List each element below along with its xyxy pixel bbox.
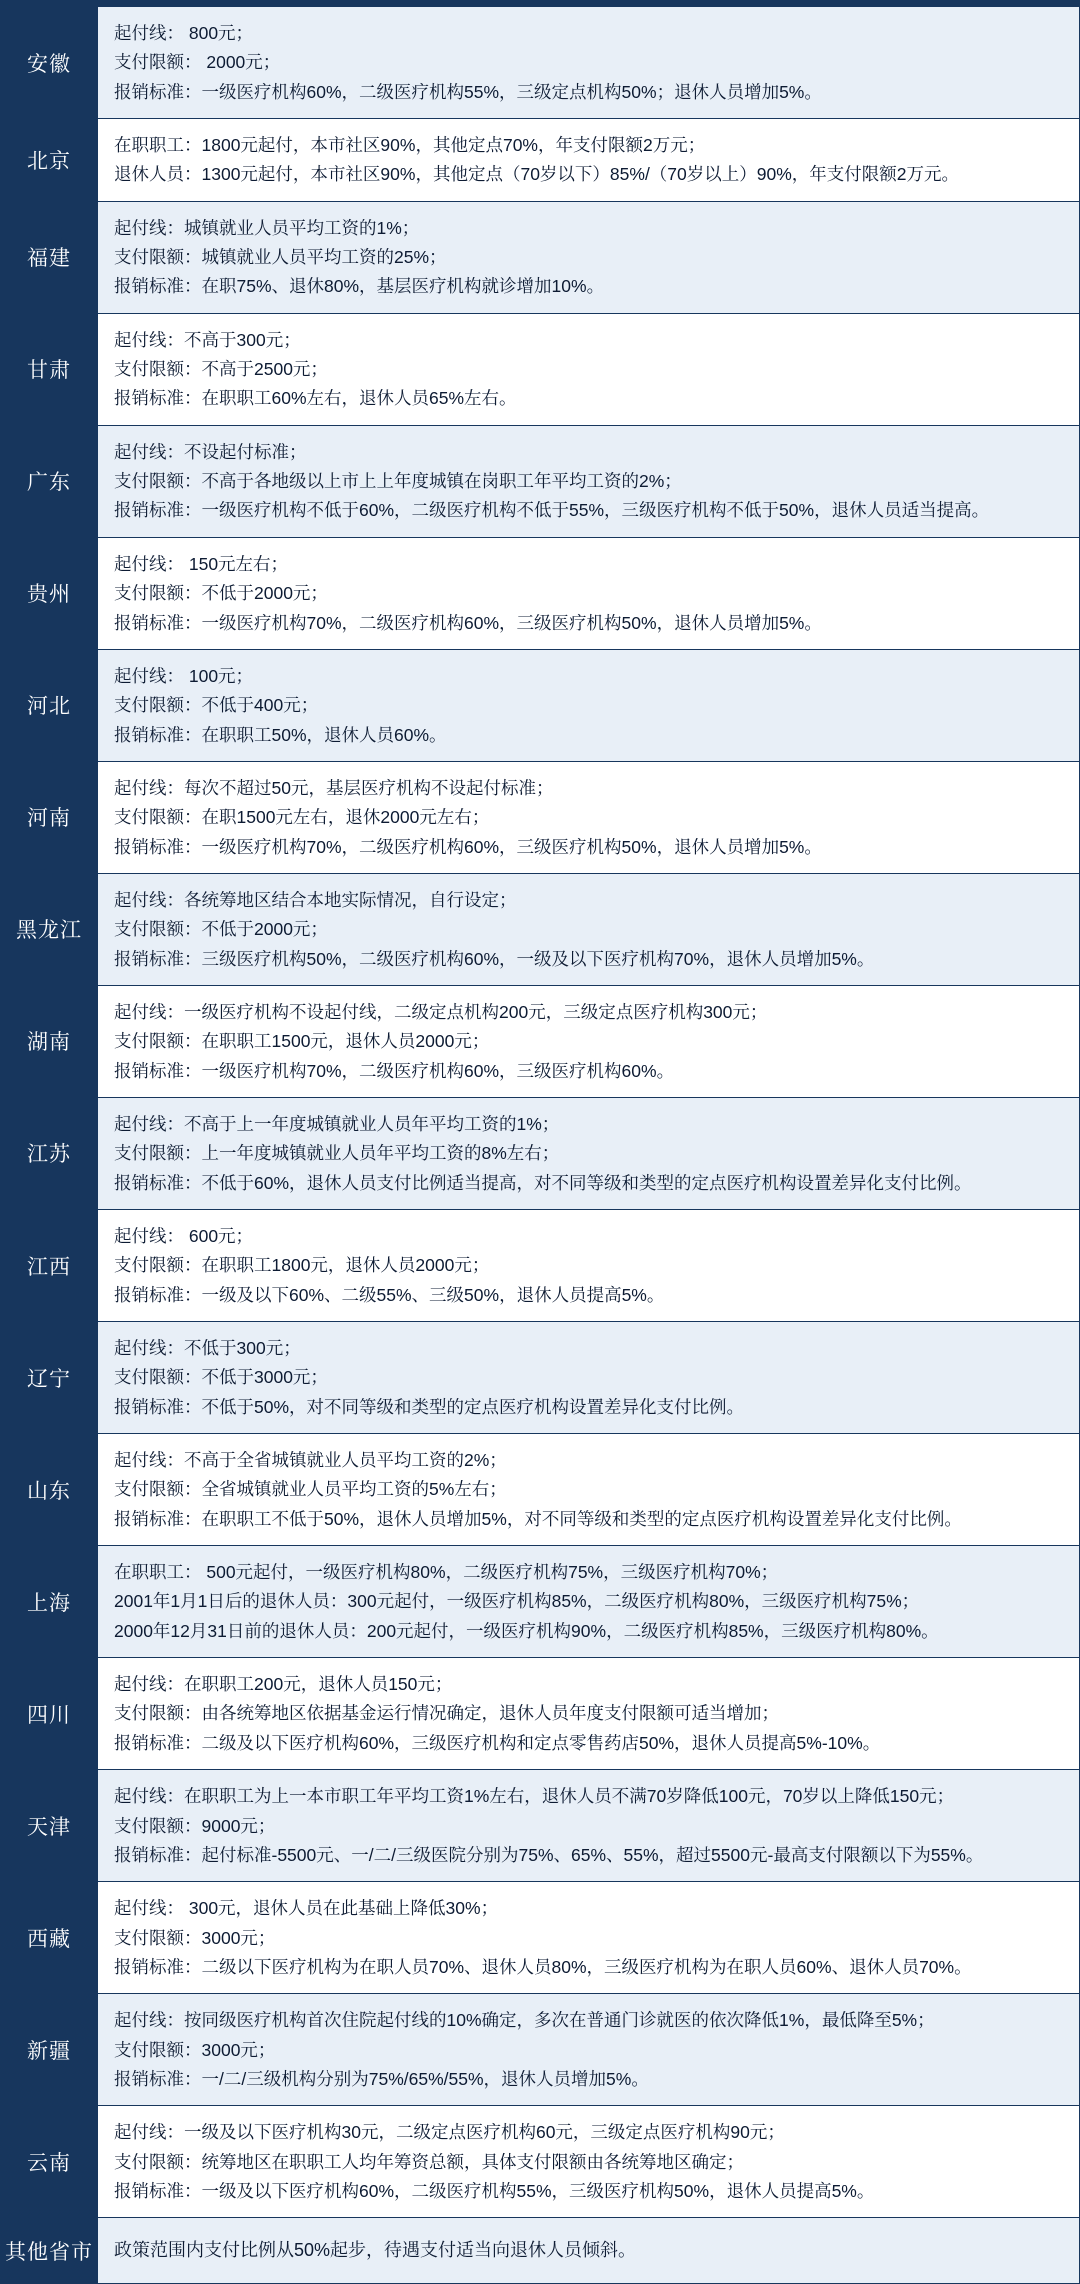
table-row: [1, 873, 1080, 985]
policy-detail-cell: [98, 313, 1080, 425]
policy-detail-line: 支付限额：3000元；: [114, 1927, 276, 1948]
policy-detail-cell: [98, 1434, 1080, 1546]
region-cell: 广东: [1, 425, 98, 537]
policy-detail-line: 起付线：不高于上一年度城镇就业人员年平均工资的1%；: [114, 1113, 560, 1134]
region-cell: 福建: [1, 201, 98, 313]
policy-detail-cell: [98, 7, 1080, 119]
policy-detail-line: 支付限额：不低于400元；: [114, 695, 319, 716]
policy-detail-line: 支付限额：不低于2000元；: [114, 919, 328, 940]
policy-detail-line: 起付线：不高于全省城镇就业人员平均工资的2%；: [114, 1450, 507, 1471]
policy-detail-cell: [98, 1882, 1080, 1994]
policy-detail-cell: [98, 985, 1080, 1097]
policy-detail-cell: [98, 1546, 1080, 1658]
region-cell: 安徽: [1, 7, 98, 119]
policy-detail-cell: [98, 649, 1080, 761]
policy-detail-line: 起付线： 300元，退休人员在此基础上降低30%；: [114, 1898, 499, 1919]
policy-detail-line: 支付限额：在职1500元左右，退休2000元左右；: [114, 807, 490, 828]
policy-detail-line: 支付限额：不低于3000元；: [114, 1367, 328, 1388]
policy-detail-line: 起付线：每次不超过50元，基层医疗机构不设起付标准；: [114, 777, 554, 798]
table-row: [1, 1658, 1080, 1770]
table-row: [1, 2218, 1080, 2284]
policy-detail-line: 报销标准：一级医疗机构60%，二级医疗机构55%，三级定点机构50%；退休人员增加5%。: [114, 81, 822, 102]
region-cell: 辽宁: [1, 1322, 98, 1434]
table-row: [1, 1882, 1080, 1994]
region-cell: 其他省市: [1, 2218, 98, 2284]
table-row: [1, 1322, 1080, 1434]
policy-detail-line: 支付限额：在职职工1500元，退休人员2000元；: [114, 1031, 490, 1052]
region-cell: 云南: [1, 2106, 98, 2218]
policy-detail-line: 支付限额：在职职工1800元，退休人员2000元；: [114, 1255, 490, 1276]
policy-detail-line: 支付限额： 2000元；: [114, 52, 281, 73]
policy-detail-line: 报销标准：不低于60%，退休人员支付比例适当提高，对不同等级和类型的定点医疗机构设置差异化支付比例。: [114, 1172, 972, 1193]
region-cell: 甘肃: [1, 313, 98, 425]
policy-detail-cell: [98, 2218, 1080, 2284]
table-row: [1, 1546, 1080, 1658]
region-cell: 贵州: [1, 537, 98, 649]
policy-detail-line: 报销标准：在职职工不低于50%，退休人员增加5%，对不同等级和类型的定点医疗机构设置差异化支付比例。: [114, 1508, 962, 1529]
policy-detail-line: 报销标准：一级及以下60%、二级55%、三级50%，退休人员提高5%。: [114, 1284, 665, 1305]
table-row: [1, 1097, 1080, 1209]
policy-detail-cell: [98, 537, 1080, 649]
table-row: [1, 1210, 1080, 1322]
policy-detail-line: 支付限额：不低于2000元；: [114, 583, 328, 604]
table-row: [1, 1434, 1080, 1546]
policy-detail-cell: [98, 119, 1080, 202]
policy-detail-cell: [98, 1770, 1080, 1882]
table-row: [1, 1770, 1080, 1882]
region-cell: 黑龙江: [1, 873, 98, 985]
policy-detail-line: 报销标准：一级医疗机构不低于60%，二级医疗机构不低于55%，三级医疗机构不低于50%，退休人员适当提高。: [114, 500, 990, 521]
policy-detail-line: 起付线：不高于300元；: [114, 329, 301, 350]
policy-detail-line: 报销标准：起付标准-5500元、一/二/三级医院分别为75%、65%、55%，超过5500元-最高支付限额以下为55%。: [114, 1844, 984, 1865]
table-row: [1, 425, 1080, 537]
policy-detail-line: 起付线： 800元；: [114, 23, 254, 43]
policy-table: [0, 6, 1080, 2284]
policy-detail-line: 支付限额：不高于2500元；: [114, 359, 328, 380]
region-cell: 山东: [1, 1434, 98, 1546]
policy-detail-line: 起付线： 150元左右；: [114, 553, 289, 574]
table-row: [1, 537, 1080, 649]
policy-detail-line: 起付线：各统筹地区结合本地实际情况，自行设定；: [114, 889, 517, 910]
policy-detail-line: 起付线：不低于300元；: [114, 1338, 301, 1359]
table-row: [1, 985, 1080, 1097]
policy-detail-line: 政策范围内支付比例从50%起步，待遇支付适当向退休人员倾斜。: [114, 2240, 637, 2261]
policy-detail-line: 支付限额：全省城镇就业人员平均工资的5%左右；: [114, 1479, 507, 1500]
policy-detail-cell: [98, 1994, 1080, 2106]
policy-detail-line: 报销标准：三级医疗机构50%，二级医疗机构60%，一级及以下医疗机构70%，退休人员增加5%。: [114, 948, 875, 969]
policy-detail-cell: [98, 425, 1080, 537]
policy-detail-cell: [98, 2106, 1080, 2218]
policy-detail-line: 报销标准：二级以下医疗机构为在职人员70%、退休人员80%，三级医疗机构为在职人员60%、退休人员70%。: [114, 1956, 972, 1977]
table-row: [1, 313, 1080, 425]
policy-detail-line: 报销标准：一级医疗机构70%，二级医疗机构60%，三级医疗机构50%，退休人员增加5%。: [114, 836, 822, 857]
policy-detail-line: 支付限额：3000元；: [114, 2039, 276, 2060]
policy-detail-line: 起付线：不设起付标准；: [114, 441, 307, 462]
policy-detail-line: 退休人员：1300元起付，本市社区90%，其他定点（70岁以下）85%/（70岁以上）90%，年支付限额2万元。: [114, 164, 960, 185]
policy-detail-cell: [98, 1658, 1080, 1770]
policy-detail-line: 报销标准：在职职工50%，退休人员60%。: [114, 724, 447, 745]
policy-detail-line: 2001年1月1日后的退休人员：300元起付，一级医疗机构85%，二级医疗机构80%，三级医疗机构75%；: [114, 1591, 920, 1612]
policy-detail-line: 在职职工： 500元起付，一级医疗机构80%，二级医疗机构75%，三级医疗机构70%；: [114, 1562, 779, 1583]
table-row: [1, 201, 1080, 313]
region-cell: 湖南: [1, 985, 98, 1097]
policy-detail-cell: [98, 1097, 1080, 1209]
region-cell: 河北: [1, 649, 98, 761]
policy-detail-line: 在职职工：1800元起付，本市社区90%，其他定点70%，年支付限额2万元；: [114, 135, 706, 156]
policy-detail-cell: [98, 1210, 1080, 1322]
policy-detail-line: 起付线： 600元；: [114, 1226, 254, 1246]
region-cell: 上海: [1, 1546, 98, 1658]
policy-detail-line: 起付线：一级及以下医疗机构30元，二级定点医疗机构60元，三级定点医疗机构90元；: [114, 2122, 785, 2143]
policy-detail-line: 报销标准：一/二/三级机构分别为75%/65%/55%，退休人员增加5%。: [114, 2068, 649, 2089]
policy-detail-cell: [98, 761, 1080, 873]
table-row: [1, 1994, 1080, 2106]
policy-detail-line: 支付限额：9000元；: [114, 1815, 276, 1836]
table-row: [1, 119, 1080, 202]
policy-detail-line: 支付限额：由各统筹地区依据基金运行情况确定，退休人员年度支付限额可适当增加；: [114, 1703, 779, 1724]
policy-detail-line: 报销标准：在职75%、退休80%，基层医疗机构就诊增加10%。: [114, 276, 605, 297]
policy-detail-line: 报销标准：二级及以下医疗机构60%，三级医疗机构和定点零售药店50%，退休人员提高5%-10%。: [114, 1732, 881, 1753]
policy-detail-cell: [98, 873, 1080, 985]
policy-detail-line: 起付线：按同级医疗机构首次住院起付线的10%确定，多次在普通门诊就医的依次降低1%，最低降至5%；: [114, 2010, 935, 2031]
policy-detail-line: 支付限额：城镇就业人员平均工资的25%；: [114, 247, 447, 268]
region-cell: 天津: [1, 1770, 98, 1882]
policy-detail-line: 报销标准：一级医疗机构70%，二级医疗机构60%，三级医疗机构50%，退休人员增加5%。: [114, 612, 822, 633]
policy-detail-line: 支付限额：统筹地区在职职工人均年筹资总额，具体支付限额由各统筹地区确定；: [114, 2151, 744, 2172]
policy-detail-line: 支付限额：不高于各地级以上市上上年度城镇在岗职工年平均工资的2%；: [114, 471, 682, 492]
region-cell: 河南: [1, 761, 98, 873]
policy-detail-line: 报销标准：一级及以下医疗机构60%，二级医疗机构55%，三级医疗机构50%，退休人员提高5%。: [114, 2180, 875, 2201]
region-cell: 北京: [1, 119, 98, 202]
table-row: [1, 7, 1080, 119]
policy-detail-line: 报销标准：在职职工60%左右，退休人员65%左右。: [114, 388, 517, 409]
region-cell: 江苏: [1, 1097, 98, 1209]
policy-detail-line: 起付线： 100元；: [114, 665, 254, 686]
policy-detail-line: 起付线：在职职工200元，退休人员150元；: [114, 1674, 453, 1695]
table-row: [1, 649, 1080, 761]
region-cell: 新疆: [1, 1994, 98, 2106]
policy-detail-line: 报销标准：不低于50%，对不同等级和类型的定点医疗机构设置差异化支付比例。: [114, 1396, 745, 1417]
policy-detail-line: 2000年12月31日前的退休人员：200元起付，一级医疗机构90%，二级医疗机构85%，三级医疗机构80%。: [114, 1620, 939, 1641]
region-cell: 江西: [1, 1210, 98, 1322]
table-row: [1, 2106, 1080, 2218]
region-cell: 四川: [1, 1658, 98, 1770]
policy-table-body: [1, 7, 1080, 2284]
policy-detail-line: 起付线：一级医疗机构不设起付线，二级定点机构200元，三级定点医疗机构300元；: [114, 1001, 768, 1022]
policy-detail-cell: [98, 1322, 1080, 1434]
policy-detail-line: 支付限额：上一年度城镇就业人员年平均工资的8%左右；: [114, 1143, 560, 1164]
policy-detail-line: 起付线：城镇就业人员平均工资的1%；: [114, 217, 420, 238]
policy-detail-line: 起付线：在职职工为上一本市职工年平均工资1%左右，退休人员不满70岁降低100元，70岁以上降低150元；: [114, 1786, 955, 1807]
table-row: [1, 761, 1080, 873]
policy-detail-cell: [98, 201, 1080, 313]
policy-detail-line: 报销标准：一级医疗机构70%，二级医疗机构60%，三级医疗机构60%。: [114, 1060, 675, 1081]
region-cell: 西藏: [1, 1882, 98, 1994]
